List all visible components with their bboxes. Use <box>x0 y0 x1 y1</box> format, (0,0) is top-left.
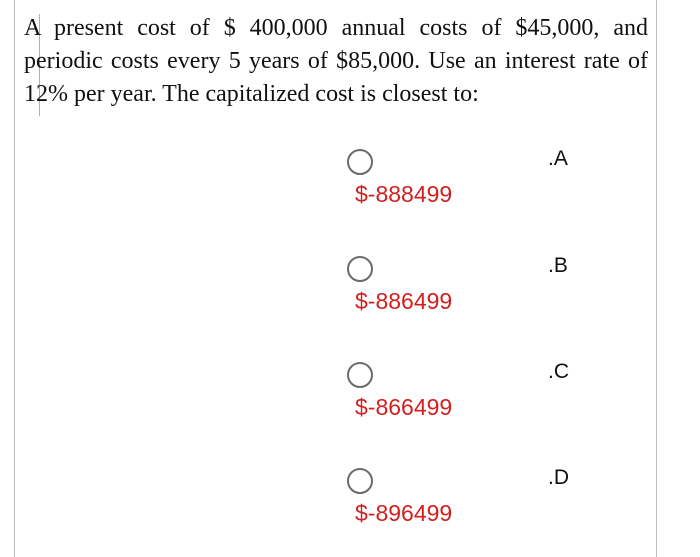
option-d-value: $-896499 <box>355 500 453 526</box>
option-d-letter: .D <box>548 466 569 489</box>
option-c-value: $-866499 <box>355 394 453 420</box>
option-d-radio[interactable] <box>347 468 373 494</box>
option-a-letter: .A <box>548 147 568 170</box>
question-text: A present cost of $ 400,000 annual costs of $45,000, and periodic costs every 5 years of $85,000. Use an interest rate of 12% per year. The capitalized cost is closest to: <box>24 15 648 107</box>
option-c-letter: .C <box>548 360 569 383</box>
option-a <box>0 149 700 229</box>
option-b-value: $-886499 <box>355 288 453 314</box>
option-b-radio[interactable] <box>347 256 373 282</box>
option-d <box>0 468 700 548</box>
option-a-value: $-888499 <box>355 181 453 207</box>
option-b <box>0 256 700 336</box>
option-a-radio[interactable] <box>347 149 373 175</box>
option-c-radio[interactable] <box>347 362 373 388</box>
option-b-letter: .B <box>548 254 568 277</box>
option-c <box>0 362 700 442</box>
